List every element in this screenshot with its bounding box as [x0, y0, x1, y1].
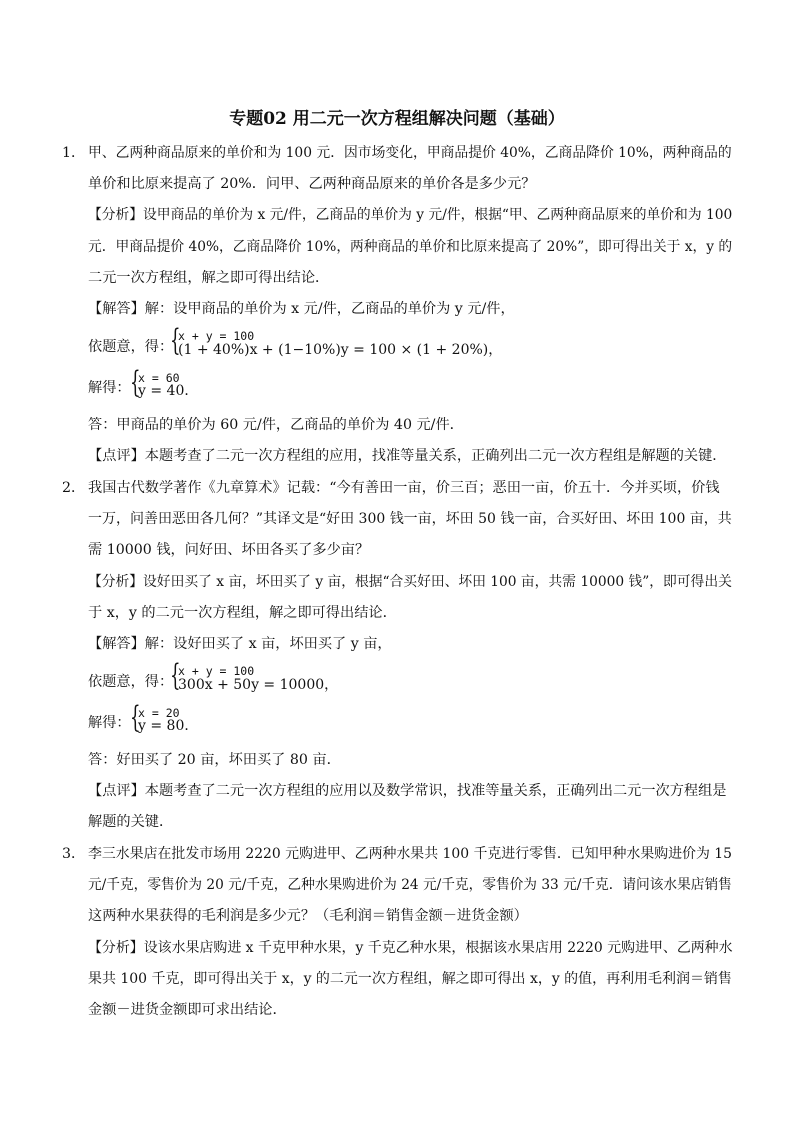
question-2-equation-1: x + y = 100	[178, 664, 255, 678]
question-2-final-answer: 答：好田买了 20 亩，坏田买了 80 亩．	[88, 752, 341, 768]
question-2-comment-line-1: 【点评】本题考查了二元一次方程组的应用以及数学常识，找准等量关系，正确列出二元一次方程组是	[88, 783, 727, 799]
question-1-solution-2: y = 40．	[138, 383, 199, 399]
question-2-number: 2．	[62, 480, 86, 496]
question-1-text-line-2: 单价和比原来提高了 20%．问甲、乙两种商品原来的单价各是多少元？	[88, 176, 536, 192]
question-2-text-line-1: 我国古代数学著作《九章算术》记载：“今有善田一亩，价三百；恶田一亩，价五十．今并买顷，价钱	[88, 480, 720, 496]
question-2-solution-label: 解得：	[88, 715, 131, 731]
question-2-text-line-2: 一万，问善田恶田各几何？”其译文是“好田 300 钱一亩，坏田 50 钱一亩，合买好田、坏田 100 亩，共	[88, 511, 732, 527]
question-1-text-line-1: 甲、乙两种商品原来的单价和为 100 元．因市场变化，甲商品提价 40%，乙商品降价 10%，两种商品的	[88, 145, 732, 161]
question-2-equation-2: 300x + 50y = 10000，	[178, 677, 339, 693]
question-3-text-line-1: 李三水果店在批发市场用 2220 元购进甲、乙两种水果共 100 千克进行零售．已知甲种水果购进价为 15	[88, 846, 732, 862]
question-1-number: 1．	[62, 145, 86, 161]
question-1-comment: 【点评】本题考查了二元一次方程组的应用，找准等量关系，正确列出二元一次方程组是解题的关键．	[88, 448, 727, 464]
question-1-solution-label: 解得：	[88, 380, 131, 396]
question-3-analysis-line-2: 果共 100 千克，即可得出关于 x，y 的二元一次方程组，解之即可得出 x，y 的值，再利用毛利润＝销售	[88, 971, 732, 987]
question-1-equation-brace: {	[170, 323, 181, 358]
question-2-answer-heading: 【解答】解：设好田买了 x 亩，坏田买了 y 亩，	[88, 636, 392, 652]
question-1-equation-label: 依题意，得：	[88, 339, 174, 355]
question-2-solution-1: x = 20	[138, 706, 180, 720]
question-3-text-line-2: 元/千克，零售价为 20 元/千克，乙种水果购进价为 24 元/千克，零售价为 33 元/千克．请问该水果店销售	[88, 877, 732, 893]
question-1-solution-1: x = 60	[138, 371, 180, 385]
question-2-analysis-line-1: 【分析】设好田买了 x 亩，坏田买了 y 亩，根据“合买好田、坏田 100 亩，共需 10000 钱”，即可得出关	[88, 574, 732, 590]
question-3-text-line-3: 这两种水果获得的毛利润是多少元？（毛利润＝销售金额－进货金额）	[88, 908, 528, 924]
question-2-equation-brace: {	[170, 658, 181, 693]
question-2-text-line-3: 需 10000 钱，问好田、坏田各买了多少亩？	[88, 542, 370, 558]
question-2-equation-label: 依题意，得：	[88, 674, 174, 690]
question-2-solution-brace: {	[130, 700, 141, 735]
page-title: 专题02 用二元一次方程组解决问题（基础）	[229, 109, 565, 129]
question-1-solution-brace: {	[130, 365, 141, 400]
question-2-analysis-line-2: 于 x，y 的二元一次方程组，解之即可得出结论．	[88, 605, 397, 621]
question-3-number: 3．	[62, 846, 86, 862]
question-1-analysis-line-2: 元．甲商品提价 40%，乙商品降价 10%，两种商品的单价和比原来提高了 20%”，即可得出关于 x，y 的	[88, 239, 733, 255]
question-1-equation-1: x + y = 100	[178, 329, 255, 343]
question-1-final-answer: 答：甲商品的单价为 60 元/件，乙商品的单价为 40 元/件．	[88, 417, 464, 433]
question-1-equation-2: (1 + 40%)x + (1−10%)y = 100 × (1 + 20%)，	[178, 342, 503, 358]
question-2-comment-line-2: 解题的关键．	[88, 814, 174, 830]
question-3-analysis-line-3: 金额－进货金额即可求出结论．	[88, 1002, 287, 1018]
question-3-analysis-line-1: 【分析】设该水果店购进 x 千克甲种水果，y 千克乙种水果，根据该水果店用 2220 元购进甲、乙两种水	[88, 940, 733, 956]
question-2-solution-2: y = 80．	[138, 718, 199, 734]
question-1-analysis-line-3: 二元一次方程组，解之即可得出结论．	[88, 270, 330, 286]
question-1-answer-heading: 【解答】解：设甲商品的单价为 x 元/件，乙商品的单价为 y 元/件，	[88, 301, 515, 317]
question-1-analysis-line-1: 【分析】设甲商品的单价为 x 元/件，乙商品的单价为 y 元/件，根据“甲、乙两种商品原来的单价和为 100	[88, 207, 733, 223]
